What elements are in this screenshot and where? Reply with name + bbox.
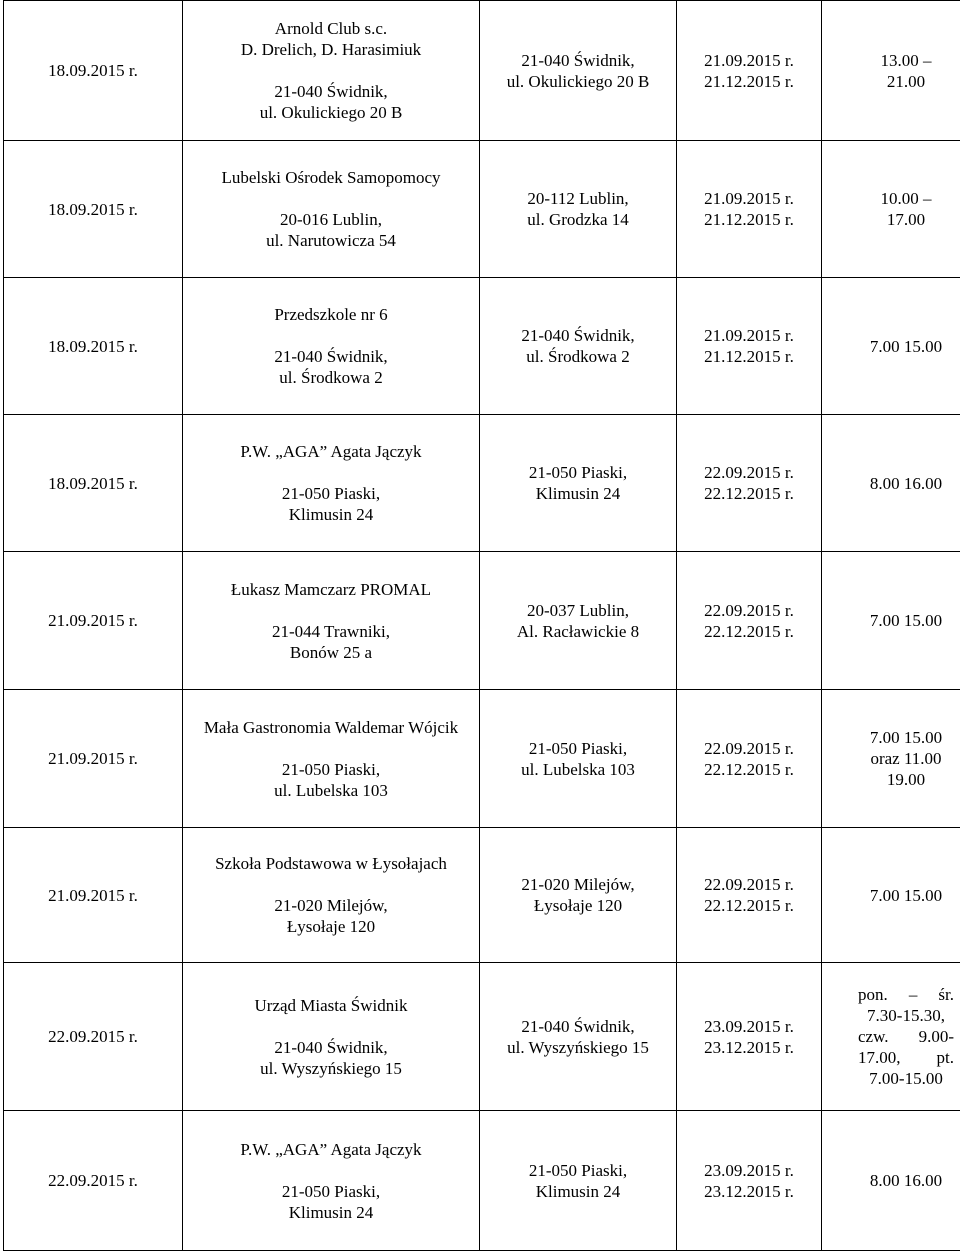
place-cell: [480, 278, 677, 415]
organizer-address-line: Łysołaje 120: [286, 917, 376, 936]
organizer-address-line: 21-040 Świdnik,: [274, 347, 388, 366]
hours-line: 13.00 –: [880, 50, 932, 70]
table-row: [4, 828, 960, 963]
organizer-name-line: Przedszkole nr 6: [274, 305, 388, 324]
organizer-cell: [183, 1, 480, 141]
organizer-cell: [183, 415, 480, 552]
period-end: 22.12.2015 r.: [704, 759, 794, 779]
period-end: 22.12.2015 r.: [704, 484, 794, 503]
date-cell: 21.09.2015 r.: [4, 690, 183, 828]
place-line: 21-050 Piaski,: [528, 1160, 628, 1180]
period-cell: [677, 141, 822, 278]
period-cell: [677, 690, 822, 828]
period-cell: [677, 963, 822, 1111]
hours-line: 10.00 –: [880, 189, 932, 208]
table-row: [4, 963, 960, 1111]
period-start: 21.09.2015 r.: [704, 326, 794, 345]
hours-line: 19.00: [886, 770, 926, 789]
organizer-address-line: Klimusin 24: [288, 1202, 374, 1222]
hours-cell: [822, 963, 960, 1111]
organizer-cell: [183, 1111, 480, 1251]
organizer-address-line: Klimusin 24: [288, 505, 374, 524]
hours-cell: [822, 1, 960, 141]
table-row: [4, 690, 960, 828]
table-row: [4, 1, 960, 141]
organizer-name-line: D. Drelich, D. Harasimiuk: [240, 40, 422, 59]
place-line: 20-112 Lublin,: [527, 189, 629, 208]
place-line: 21-040 Świdnik,: [521, 50, 635, 70]
hours-line: 7.00 15.00: [869, 728, 943, 747]
period-cell: [677, 828, 822, 963]
organizer-cell: [183, 828, 480, 963]
hours-cell: [822, 552, 960, 690]
hours-line: 8.00 16.00: [869, 1171, 943, 1190]
table-row: [4, 141, 960, 278]
period-start: 23.09.2015 r.: [704, 1160, 794, 1180]
period-end: 22.12.2015 r.: [704, 621, 794, 641]
date-cell: 18.09.2015 r.: [4, 415, 183, 552]
period-start: 21.09.2015 r.: [704, 50, 794, 70]
hours-cell: [822, 415, 960, 552]
organizer-address-line: 21-044 Trawniki,: [271, 621, 391, 641]
hours-line: 7.00-15.00: [869, 1069, 943, 1088]
organizer-name-line: Szkoła Podstawowa w Łysołajach: [215, 854, 447, 873]
place-cell: [480, 141, 677, 278]
place-line: 21-020 Milejów,: [521, 875, 635, 894]
schedule-table: [3, 0, 960, 1251]
organizer-address-line: Bonów 25 a: [289, 642, 373, 662]
organizer-cell: [183, 690, 480, 828]
organizer-address-line: ul. Środkowa 2: [279, 368, 383, 387]
organizer-address-line: 21-050 Piaski,: [281, 484, 381, 503]
place-cell: [480, 1, 677, 141]
organizer-address-line: 21-050 Piaski,: [281, 759, 381, 779]
hours-line: czw. 9.00-: [858, 1027, 954, 1046]
date-cell: 22.09.2015 r.: [4, 1111, 183, 1251]
organizer-address-line: 21-040 Świdnik,: [274, 1037, 388, 1057]
hours-box: [858, 984, 954, 1089]
place-cell: [480, 963, 677, 1111]
period-start: 22.09.2015 r.: [704, 875, 794, 894]
hours-line: 17.00: [886, 210, 926, 229]
organizer-name-line: P.W. „AGA” Agata Jączyk: [240, 1139, 422, 1159]
organizer-name-line: Urząd Miasta Świdnik: [254, 995, 408, 1015]
hours-cell: [822, 1111, 960, 1251]
place-line: Klimusin 24: [535, 484, 621, 503]
place-line: Al. Racławickie 8: [516, 621, 640, 641]
period-end: 22.12.2015 r.: [704, 896, 794, 915]
hours-cell: [822, 141, 960, 278]
hours-cell: [822, 828, 960, 963]
hours-line: 7.30-15.30,: [867, 1006, 945, 1025]
organizer-address-line: ul. Okulickiego 20 B: [259, 103, 403, 122]
place-line: ul. Okulickiego 20 B: [506, 71, 650, 91]
hours-line: 7.00 15.00: [869, 885, 943, 905]
place-line: Łysołaje 120: [533, 896, 623, 915]
period-start: 22.09.2015 r.: [704, 738, 794, 758]
hours-line: 7.00 15.00: [869, 336, 943, 356]
period-cell: [677, 552, 822, 690]
period-end: 21.12.2015 r.: [704, 210, 794, 229]
organizer-address-line: 21-040 Świdnik,: [274, 82, 388, 101]
organizer-address-line: ul. Narutowicza 54: [266, 231, 396, 250]
period-start: 22.09.2015 r.: [704, 600, 794, 620]
place-cell: [480, 1111, 677, 1251]
table-row: [4, 415, 960, 552]
period-end: 21.12.2015 r.: [704, 347, 794, 366]
place-line: ul. Środkowa 2: [526, 347, 630, 366]
period-start: 21.09.2015 r.: [704, 189, 794, 208]
hours-line: 8.00 16.00: [869, 473, 943, 493]
organizer-address-line: ul. Wyszyńskiego 15: [260, 1058, 402, 1078]
organizer-cell: [183, 552, 480, 690]
period-end: 23.12.2015 r.: [704, 1181, 794, 1201]
period-cell: [677, 1, 822, 141]
organizer-name-line: Arnold Club s.c.: [274, 19, 388, 38]
place-line: ul. Lubelska 103: [521, 759, 635, 779]
place-line: ul. Wyszyńskiego 15: [507, 1037, 649, 1057]
place-line: 21-040 Świdnik,: [521, 326, 635, 345]
organizer-cell: [183, 141, 480, 278]
organizer-address-line: 20-016 Lublin,: [280, 210, 382, 229]
date-cell: 22.09.2015 r.: [4, 963, 183, 1111]
period-end: 23.12.2015 r.: [704, 1037, 794, 1057]
date-cell: 18.09.2015 r.: [4, 141, 183, 278]
hours-line: 21.00: [886, 71, 926, 91]
period-start: 22.09.2015 r.: [704, 463, 794, 482]
organizer-name-line: Lubelski Ośrodek Samopomocy: [221, 168, 441, 187]
table-row: [4, 1111, 960, 1251]
hours-line: 7.00 15.00: [869, 611, 943, 630]
organizer-address-line: 21-050 Piaski,: [281, 1181, 381, 1201]
date-cell: 21.09.2015 r.: [4, 828, 183, 963]
organizer-name-line: Łukasz Mamczarz PROMAL: [230, 579, 432, 599]
date-cell: 18.09.2015 r.: [4, 278, 183, 415]
place-line: ul. Grodzka 14: [527, 210, 629, 229]
table-row: [4, 278, 960, 415]
period-end: 21.12.2015 r.: [704, 71, 794, 91]
hours-line: oraz 11.00: [870, 749, 942, 768]
period-start: 23.09.2015 r.: [704, 1016, 794, 1036]
table-row: [4, 552, 960, 690]
period-cell: [677, 278, 822, 415]
place-line: 21-050 Piaski,: [528, 738, 628, 758]
organizer-cell: [183, 963, 480, 1111]
date-cell: 18.09.2015 r.: [4, 1, 183, 141]
place-cell: [480, 690, 677, 828]
hours-cell: [822, 278, 960, 415]
date-cell: 21.09.2015 r.: [4, 552, 183, 690]
place-cell: [480, 552, 677, 690]
period-cell: [677, 1111, 822, 1251]
place-line: 21-050 Piaski,: [528, 463, 628, 482]
organizer-address-line: 21-020 Milejów,: [274, 896, 388, 915]
organizer-name-line: P.W. „AGA” Agata Jączyk: [240, 442, 422, 461]
organizer-address-line: ul. Lubelska 103: [274, 780, 388, 800]
hours-line: 17.00, pt.: [858, 1048, 954, 1067]
place-line: 21-040 Świdnik,: [521, 1016, 635, 1036]
organizer-cell: [183, 278, 480, 415]
place-line: 20-037 Lublin,: [527, 600, 629, 620]
place-cell: [480, 415, 677, 552]
period-cell: [677, 415, 822, 552]
organizer-name-line: Mała Gastronomia Waldemar Wójcik: [203, 717, 459, 737]
hours-cell: [822, 690, 960, 828]
hours-line: pon. – śr.: [858, 985, 954, 1004]
place-cell: [480, 828, 677, 963]
place-line: Klimusin 24: [535, 1181, 621, 1201]
